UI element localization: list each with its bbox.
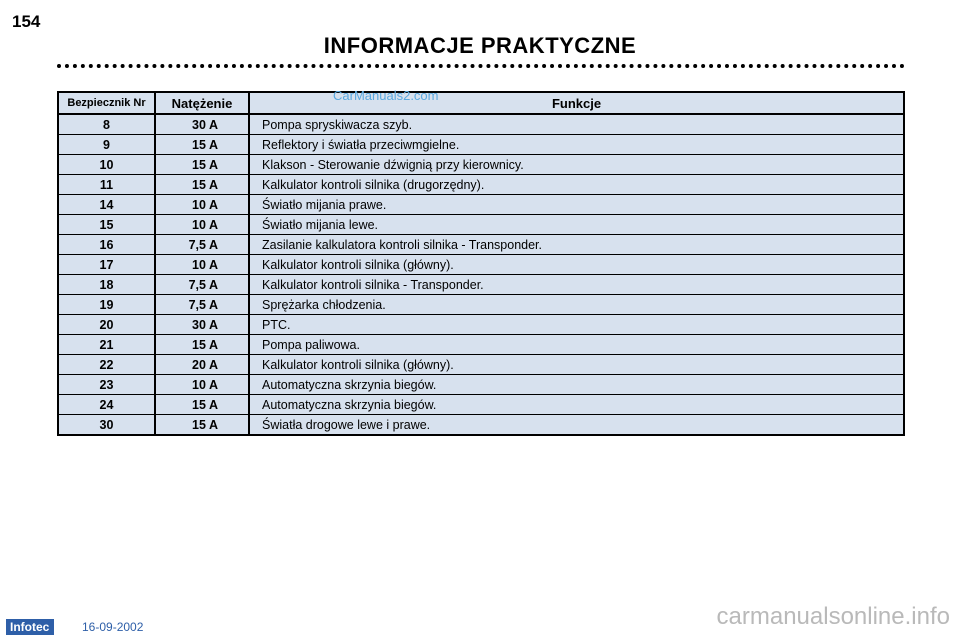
function-cell: Kalkulator kontroli silnika (główny). [249,255,904,275]
table-row [58,155,904,175]
table-row [58,255,904,275]
footer-date: 16-09-2002 [82,620,144,634]
fuse-number-cell: 20 [58,315,155,335]
table-row [58,295,904,315]
amperage-cell: 7,5 A [155,235,249,255]
function-cell: Światła drogowe lewe i prawe. [262,417,431,432]
amperage-cell: 10 A [155,255,249,275]
table-row [58,335,904,355]
fuse-number-cell: 24 [58,395,155,415]
amperage-cell: 7,5 A [155,295,249,315]
amperage-cell: 15 A [155,335,249,355]
table-row [58,315,904,335]
amperage-cell: 30 A [155,114,249,135]
fuse-number-cell: 22 [58,355,155,375]
fuse-number-cell: 8 [58,114,155,135]
dotted-divider [57,64,905,68]
watermark-bottom: carmanualsonline.info [716,603,950,630]
fuse-number-cell: 9 [58,135,155,155]
function-cell: Reflektory i światła przeciwmgielne. [249,135,904,155]
fuse-number-cell: 16 [58,235,155,255]
watermark-top: CarManuals2.com [333,88,439,103]
function-cell: Sprężarka chłodzenia. [249,295,904,315]
amperage-cell: 15 A [155,155,249,175]
function-cell: Światło mijania lewe. [249,215,904,235]
table-row [58,175,904,195]
fuse-table-body [58,114,904,435]
header-functions: Funkcje [249,92,904,114]
fuse-number-cell: 19 [58,295,155,315]
amperage-cell: 15 A [155,395,249,415]
fuse-number-cell: 10 [58,155,155,175]
amperage-cell: 15 A [155,415,249,436]
function-cell: Automatyczna skrzynia biegów. [249,375,904,395]
fuse-number-cell: 14 [58,195,155,215]
function-cell: PTC. [249,315,904,335]
amperage-cell: 15 A [155,175,249,195]
fuse-table [57,91,905,436]
table-row [58,395,904,415]
page-title: INFORMACJE PRAKTYCZNE [323,33,637,58]
fuse-number-cell: 15 [58,215,155,235]
header-fuse-number: Bezpiecznik Nr [58,92,155,114]
amperage-cell: 20 A [155,355,249,375]
table-row [58,114,904,135]
amperage-cell: 10 A [155,215,249,235]
function-cell: Kalkulator kontroli silnika (drugorzędny). [249,175,904,195]
infotec-logo: Infotec [6,619,54,635]
table-row [58,275,904,295]
fuse-number-cell: 21 [58,335,155,355]
page-number: 154 [12,12,41,31]
table-row [58,235,904,255]
function-cell: Automatyczna skrzynia biegów. [249,395,904,415]
fuse-number-cell: 18 [58,275,155,295]
amperage-cell: 7,5 A [155,275,249,295]
table-row [58,135,904,155]
header-amperage: Natężenie [155,92,249,114]
fuse-number-cell: 11 [58,175,155,195]
function-cell: Światło mijania prawe. [249,195,904,215]
function-cell: Pompa paliwowa. [249,335,904,355]
table-row [58,415,904,436]
table-row [58,375,904,395]
amperage-cell: 10 A [155,195,249,215]
function-cell: Kalkulator kontroli silnika (główny). [249,355,904,375]
table-header-row [58,92,904,114]
fuse-number-cell: 17 [58,255,155,275]
function-cell: Kalkulator kontroli silnika - Transponder. [249,275,904,295]
function-cell: Klakson - Sterowanie dźwignią przy kierownicy. [249,155,904,175]
amperage-cell: 30 A [155,315,249,335]
function-cell: Zasilanie kalkulatora kontroli silnika - Transponder. [249,235,904,255]
fuse-number-cell: 23 [58,375,155,395]
function-cell: Pompa spryskiwacza szyb. [249,114,904,135]
table-row [58,215,904,235]
table-row [58,195,904,215]
amperage-cell: 10 A [155,375,249,395]
table-row [58,355,904,375]
amperage-cell: 15 A [155,135,249,155]
fuse-number-cell: 30 [58,415,155,436]
